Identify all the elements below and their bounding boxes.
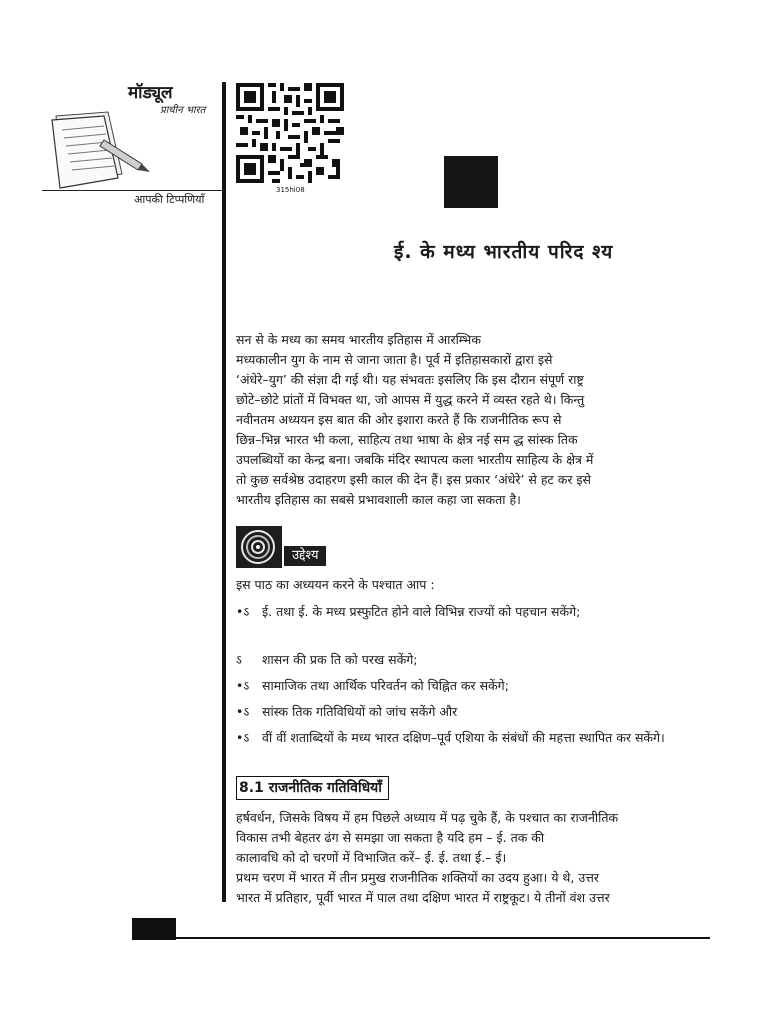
notebook-pen-icon	[42, 110, 154, 196]
intro-line: सन से के मध्य का समय भारतीय इतिहास में आरम्भिक	[236, 332, 481, 347]
notes-divider	[42, 190, 222, 191]
intro-line: नवीनतम अध्ययन इस बात की ओर इशारा करते हैं कि राजनीतिक रूप से	[236, 412, 562, 427]
chapter-title: ई. के मध्य भारतीय परिद श्य	[394, 241, 614, 263]
module-subtitle: प्राचीन भारत	[160, 105, 206, 116]
intro-line: मध्यकालीन युग के नाम से जाना जाता है। पूर्व में इतिहासकारों द्वारा इसे	[236, 352, 553, 367]
objective-text: सांस्क तिक गतिविधियों को जांच सकेंगे और	[262, 704, 458, 719]
intro-paragraph	[236, 330, 710, 510]
objective-item	[236, 702, 712, 722]
qr-code-label: 315hi08	[276, 186, 305, 194]
notes-label: आपकी टिप्पणियाँ	[134, 193, 205, 206]
section-line: कालावधि को दो चरणों में विभाजित करें– ई. ई. तथा ई.– ई।	[236, 850, 507, 865]
page-number-block	[132, 918, 176, 940]
bullet: •ऽ	[236, 704, 250, 719]
chapter-number-box	[444, 156, 498, 208]
section-line: विकास तभी बेहतर ढंग से समझा जा सकता है यदि हम – ई. तक की	[236, 830, 545, 845]
intro-line: भारतीय इतिहास का सबसे प्रभावशाली काल कहा जा सकता है।	[236, 492, 521, 507]
section-line: भारत में प्रतिहार, पूर्वी भारत में पाल तथा दक्षिण भारत में राष्ट्रकूट। ये तीनों वंश उत्तर	[236, 890, 610, 905]
intro-line: तो कुछ सर्वश्रेष्ठ उदाहरण इसी काल की देन हैं। इस प्रकार ‘अंधेरे’ से हट कर इसे	[236, 472, 592, 487]
footer-rule	[176, 937, 710, 939]
objective-text: शासन की प्रक ति को परख सकेंगे;	[262, 652, 418, 667]
bullet: •ऽ	[236, 678, 250, 693]
qr-code-icon	[236, 82, 344, 184]
bullet: ऽ	[236, 652, 242, 667]
objective-item	[236, 676, 712, 696]
intro-line: छिन्न–भिन्न भारत भी कला, साहित्य तथा भाषा के क्षेत्र नई सम द्ध सांस्क तिक	[236, 432, 578, 447]
objective-item	[236, 602, 712, 622]
margin-rule	[222, 82, 226, 902]
objective-item	[236, 728, 712, 748]
bullet: •ऽ	[236, 604, 250, 619]
objective-text: सामाजिक तथा आर्थिक परिवर्तन को चिह्नित कर सकेंगे;	[262, 678, 509, 693]
objective-item	[236, 650, 712, 670]
section-paragraph	[236, 808, 710, 908]
target-icon	[236, 526, 282, 568]
section-heading: 8.1 राजनीतिक गतिविधियाँ	[236, 776, 389, 800]
objective-text: वीं वीं शताब्दियों के मध्य भारत दक्षिण–पूर्व एशिया के संबंधों की महत्ता स्थापित कर सकेंगे।	[262, 730, 665, 745]
intro-line: उपलब्धियों का केन्द्र बना। जबकि मंदिर स्थापत्य कला भारतीय साहित्य के क्षेत्र में	[236, 452, 594, 467]
section-line: प्रथम चरण में भारत में तीन प्रमुख राजनीतिक शक्तियों का उदय हुआ। ये थे, उत्तर	[236, 870, 599, 885]
module-title: मॉड्यूल	[128, 83, 173, 103]
section-line: हर्षवर्धन, जिसके विषय में हम पिछले अध्याय में पढ़ चुके हैं, के पश्चात का राजनीतिक	[236, 810, 619, 825]
intro-line: ‘अंधेरे–युग’ की संज्ञा दी गई थी। यह संभवतः इसलिए कि इस दौरान संपूर्ण राष्ट्र	[236, 372, 584, 387]
objective-text: ई. तथा ई. के मध्य प्रस्फुटित होने वाले विभिन्न राज्यों को पहचान सकेंगे;	[262, 604, 581, 619]
objectives-intro: इस पाठ का अध्ययन करने के पश्चात आप :	[236, 577, 435, 592]
bullet: •ऽ	[236, 730, 250, 745]
intro-line: छोटे–छोटे प्रांतों में विभक्त था, जो आपस में युद्ध करने में व्यस्त रहते थे। किन्तु	[236, 392, 585, 407]
objectives-label: उद्देश्य	[284, 546, 326, 566]
